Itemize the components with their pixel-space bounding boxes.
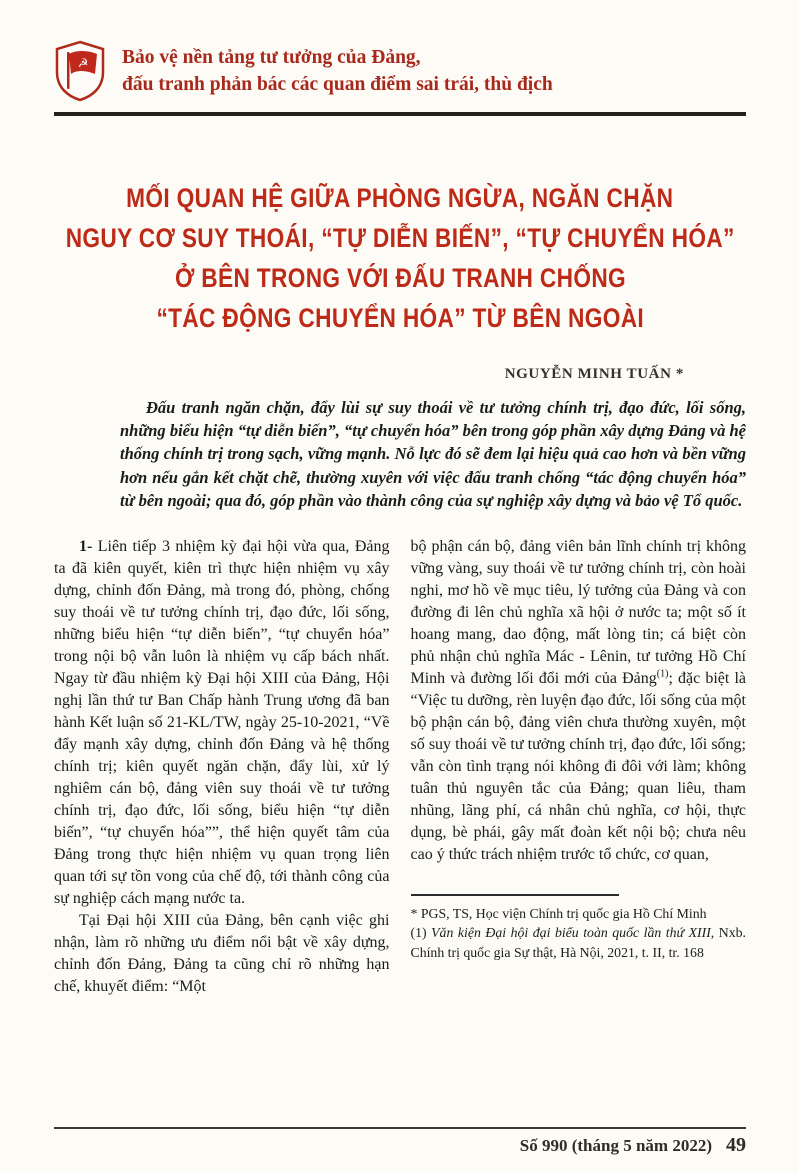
header-rule — [54, 112, 746, 116]
footnote-1-title: Văn kiện Đại hội đại biểu toàn quốc lần thứ XIII — [431, 925, 711, 941]
footer-rule — [54, 1127, 746, 1129]
svg-text:☭: ☭ — [77, 56, 89, 70]
issue-label: Số 990 (tháng 5 năm 2022) — [519, 1136, 712, 1155]
footnote-reference-1: (1) — [656, 668, 669, 680]
footnotes — [411, 894, 747, 962]
banner-text — [122, 44, 553, 98]
section-number: 1- — [79, 538, 98, 556]
banner-line-1: Bảo vệ nền tảng tư tưởng của Đảng, — [122, 47, 421, 68]
article-body — [54, 536, 746, 998]
article-title — [54, 178, 746, 338]
footnote-1-rest: , Nxb. Chính trị quốc gia Sự thật, Hà Nội, 2021, t. II, tr. 168 — [410, 925, 746, 960]
title-line-1: MỐI QUAN HỆ GIỮA PHÒNG NGỪA, NGĂN CHẶN — [126, 183, 674, 213]
paragraph-2: Tại Đại hội XIII của Đảng, bên cạnh việc ghi nhận, làm rõ những ưu điểm nổi bật về xây dựng, chỉnh đốn Đảng, Đảng ta cũng chỉ rõ những hạn chế, khuyết điểm: “Một — [54, 912, 390, 996]
footnote-separator — [411, 894, 619, 896]
page-number: 49 — [726, 1134, 746, 1156]
paragraph-3-text-a: bộ phận cán bộ, đảng viên bản lĩnh chính trị không vững vàng, suy thoái về tư tưởng chính trị, còn hoài nghi, mơ hồ về mục tiêu, lý tưởng của Đảng và con đường đi lên chủ nghĩa xã hội ở nước ta; một số ít hoang mang, dao động, mất lòng tin; cá biệt còn phủ nhận chủ nghĩa Mác - Lênin, tư tưởng Hồ Chí Minh và đường lối đổi mới của Đảng — [410, 538, 746, 688]
header-banner — [54, 40, 746, 102]
title-line-4: “TÁC ĐỘNG CHUYỂN HÓA” TỪ BÊN NGOÀI — [156, 303, 644, 333]
footnote-1 — [411, 923, 747, 962]
paragraph-1-text: Liên tiếp 3 nhiệm kỳ đại hội vừa qua, Đảng ta đã kiên quyết, kiên trì thực hiện nhiệm vụ xây dựng, chỉnh đốn Đảng, mà trong đó, phòng, chống suy thoái về tư tưởng chính trị, đạo đức, lối sống, những biểu hiện “tự diễn biến”, “tự chuyển hóa” trong nội bộ vẫn luôn là nhiệm vụ cấp bách nhất. Ngay từ đầu nhiệm kỳ Đại hội XIII của Đảng, Hội nghị lần thứ tư Ban Chấp hành Trung ương đã ban hành Kết luận số 21-KL/TW, ngày 25-10-2021, “Về đẩy mạnh xây dựng, chỉnh đốn Đảng và hệ thống chính trị; kiên quyết ngăn chặn, đẩy lùi, xử lý nghiêm cán bộ, đảng viên suy thoái về tư tưởng chính trị, đạo đức, lối sống, biểu hiện “tự diễn biến”, “tự chuyển hóa””, thể hiện quyết tâm của Đảng trong thực hiện nhiệm vụ quan trọng liên quan tới sự tồn vong của chế độ, tới thành công của sự nghiệp cách mạng nước ta. — [54, 538, 390, 908]
paragraph-3-text-b: ; đặc biệt là “Việc tu dưỡng, rèn luyện đạo đức, lối sống của một bộ phận cán bộ, đảng viên chưa thường xuyên, một số suy thoái về tư tưởng chính trị, đạo đức, lối sống; vẫn còn tình trạng nói không đi đôi với làm; không tuân thủ nguyên tắc của Đảng; quan liêu, tham nhũng, lãng phí, cá nhân chủ nghĩa, cơ hội, thực dụng, bè phái, gây mất đoàn kết nội bộ; chưa nêu cao ý thức trách nhiệm trước tổ chức, cơ quan, — [410, 670, 747, 864]
banner-line-2: đấu tranh phản bác các quan điểm sai trái, thù địch — [122, 74, 553, 95]
paragraph-3 — [411, 536, 747, 866]
footnote-author: * PGS, TS, Học viện Chính trị quốc gia Hồ Chí Minh — [410, 905, 707, 921]
title-line-2: NGUY CƠ SUY THOÁI, “TỰ DIỄN BIẾN”, “TỰ CHUYỂN HÓA” — [65, 223, 735, 253]
page-footer — [54, 1127, 746, 1157]
left-column — [54, 536, 390, 998]
right-column — [411, 536, 747, 998]
footnote-1-marker: (1) — [410, 925, 432, 941]
journal-emblem-icon — [54, 40, 106, 102]
footer-text — [54, 1134, 746, 1157]
paragraph-1 — [54, 536, 390, 910]
title-line-3: Ở BÊN TRONG VỚI ĐẤU TRANH CHỐNG — [174, 263, 626, 293]
author-byline: NGUYỄN MINH TUẤN * — [504, 366, 684, 382]
article-abstract: Đấu tranh ngăn chặn, đẩy lùi sự suy thoái về tư tưởng chính trị, đạo đức, lối sống, những biểu hiện “tự diễn biến”, “tự chuyển hóa” bên trong góp phần xây dựng Đảng và hệ thống chính trị trong sạch, vững mạnh. Nỗ lực đó sẽ đem lại hiệu quả cao hơn và bền vững hơn nếu gắn kết chặt chẽ, thường xuyên với việc đấu tranh chống “tác động chuyển hóa” từ bên ngoài; qua đó, góp phần vào thành công của sự nghiệp xây dựng và bảo vệ Tổ quốc. — [120, 398, 746, 510]
